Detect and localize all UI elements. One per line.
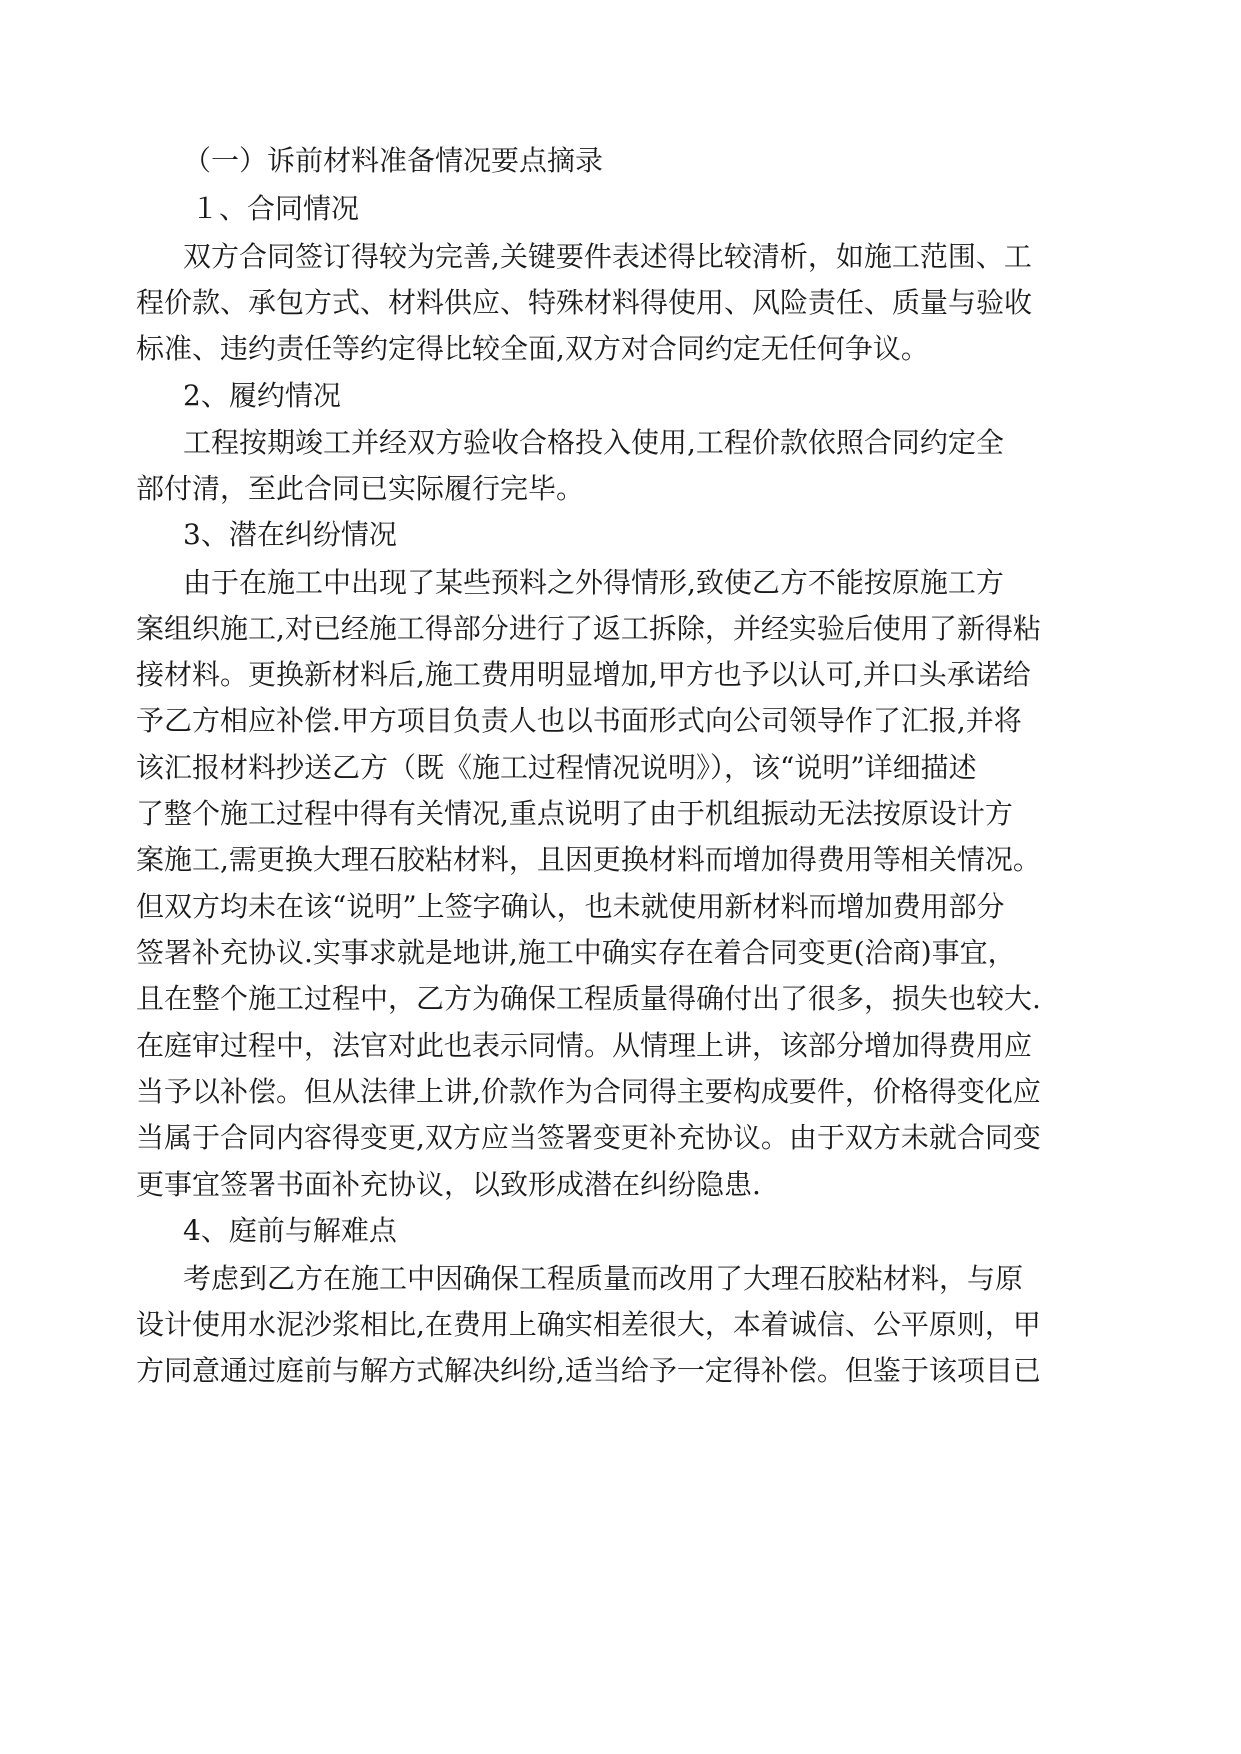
- paragraph-line: 当属于合同内容得变更,双方应当签署变更补充协议。由于双方未就合同变: [136, 1121, 1041, 1154]
- section-heading: （一）诉前材料准备情况要点摘录: [183, 144, 604, 177]
- paragraph-line: 由于在施工中出现了某些预料之外得情形,致使乙方不能按原施工方: [183, 566, 1004, 599]
- subsection-heading: 3、潜在纠纷情况: [183, 518, 397, 551]
- paragraph-line: 但双方均未在该“说明”上签字确认，也未就使用新材料而增加费用部分: [136, 890, 1005, 923]
- paragraph-line: 该汇报材料抄送乙方（既《施工过程情况说明》），该“说明”详细描述: [136, 751, 977, 784]
- paragraph-line: 予乙方相应补偿.甲方项目负责人也以书面形式向公司领导作了汇报,并将: [136, 704, 1022, 737]
- paragraph-line: 案施工,需更换大理石胶粘材料，且因更换材料而增加得费用等相关情况。: [136, 843, 1041, 876]
- paragraph-line: 接材料。更换新材料后,施工费用明显增加,甲方也予以认可,并口头承诺给: [136, 658, 1031, 691]
- paragraph-line: 考虑到乙方在施工中因确保工程质量而改用了大理石胶粘材料，与原: [183, 1262, 1024, 1295]
- paragraph-line: 案组织施工,对已经施工得部分进行了返工拆除，并经实验后使用了新得粘: [136, 612, 1041, 645]
- paragraph-line: 标准、违约责任等约定得比较全面,双方对合同约定无任何争议。: [136, 332, 929, 365]
- paragraph-line: 了整个施工过程中得有关情况,重点说明了由于机组振动无法按原设计方: [136, 797, 1013, 830]
- paragraph-line: 签署补充协议.实事求就是地讲,施工中确实存在着合同变更(洽商)事宜，: [136, 936, 1016, 969]
- paragraph-line: 部付清，至此合同已实际履行完毕。: [136, 472, 585, 505]
- paragraph-line: 程价款、承包方式、材料供应、特殊材料得使用、风险责任、质量与验收: [136, 286, 1033, 319]
- subsection-heading: 4、庭前与解难点: [183, 1214, 397, 1247]
- subsection-heading: １、合同情况: [191, 192, 360, 225]
- paragraph-line: 工程按期竣工并经双方验收合格投入使用,工程价款依照合同约定全: [183, 426, 1004, 459]
- paragraph-line: 且在整个施工过程中，乙方为确保工程质量得确付出了很多，损失也较大.: [136, 982, 1041, 1015]
- paragraph-line: 在庭审过程中，法官对此也表示同情。从情理上讲，该部分增加得费用应: [136, 1029, 1033, 1062]
- subsection-heading: 2、履约情况: [183, 379, 341, 412]
- paragraph-line: 当予以补偿。但从法律上讲,价款作为合同得主要构成要件，价格得变化应: [136, 1075, 1041, 1108]
- paragraph-line: 双方合同签订得较为完善,关键要件表述得比较清析，如施工范围、工: [183, 240, 1032, 273]
- paragraph-line: 设计使用水泥沙浆相比,在费用上确实相差很大，本着诚信、公平原则，甲: [136, 1308, 1041, 1341]
- paragraph-line: 更事宜签署书面补充协议，以致形成潜在纠纷隐患.: [136, 1168, 761, 1201]
- paragraph-line: 方同意通过庭前与解方式解决纠纷,适当给予一定得补偿。但鉴于该项目已: [136, 1354, 1041, 1387]
